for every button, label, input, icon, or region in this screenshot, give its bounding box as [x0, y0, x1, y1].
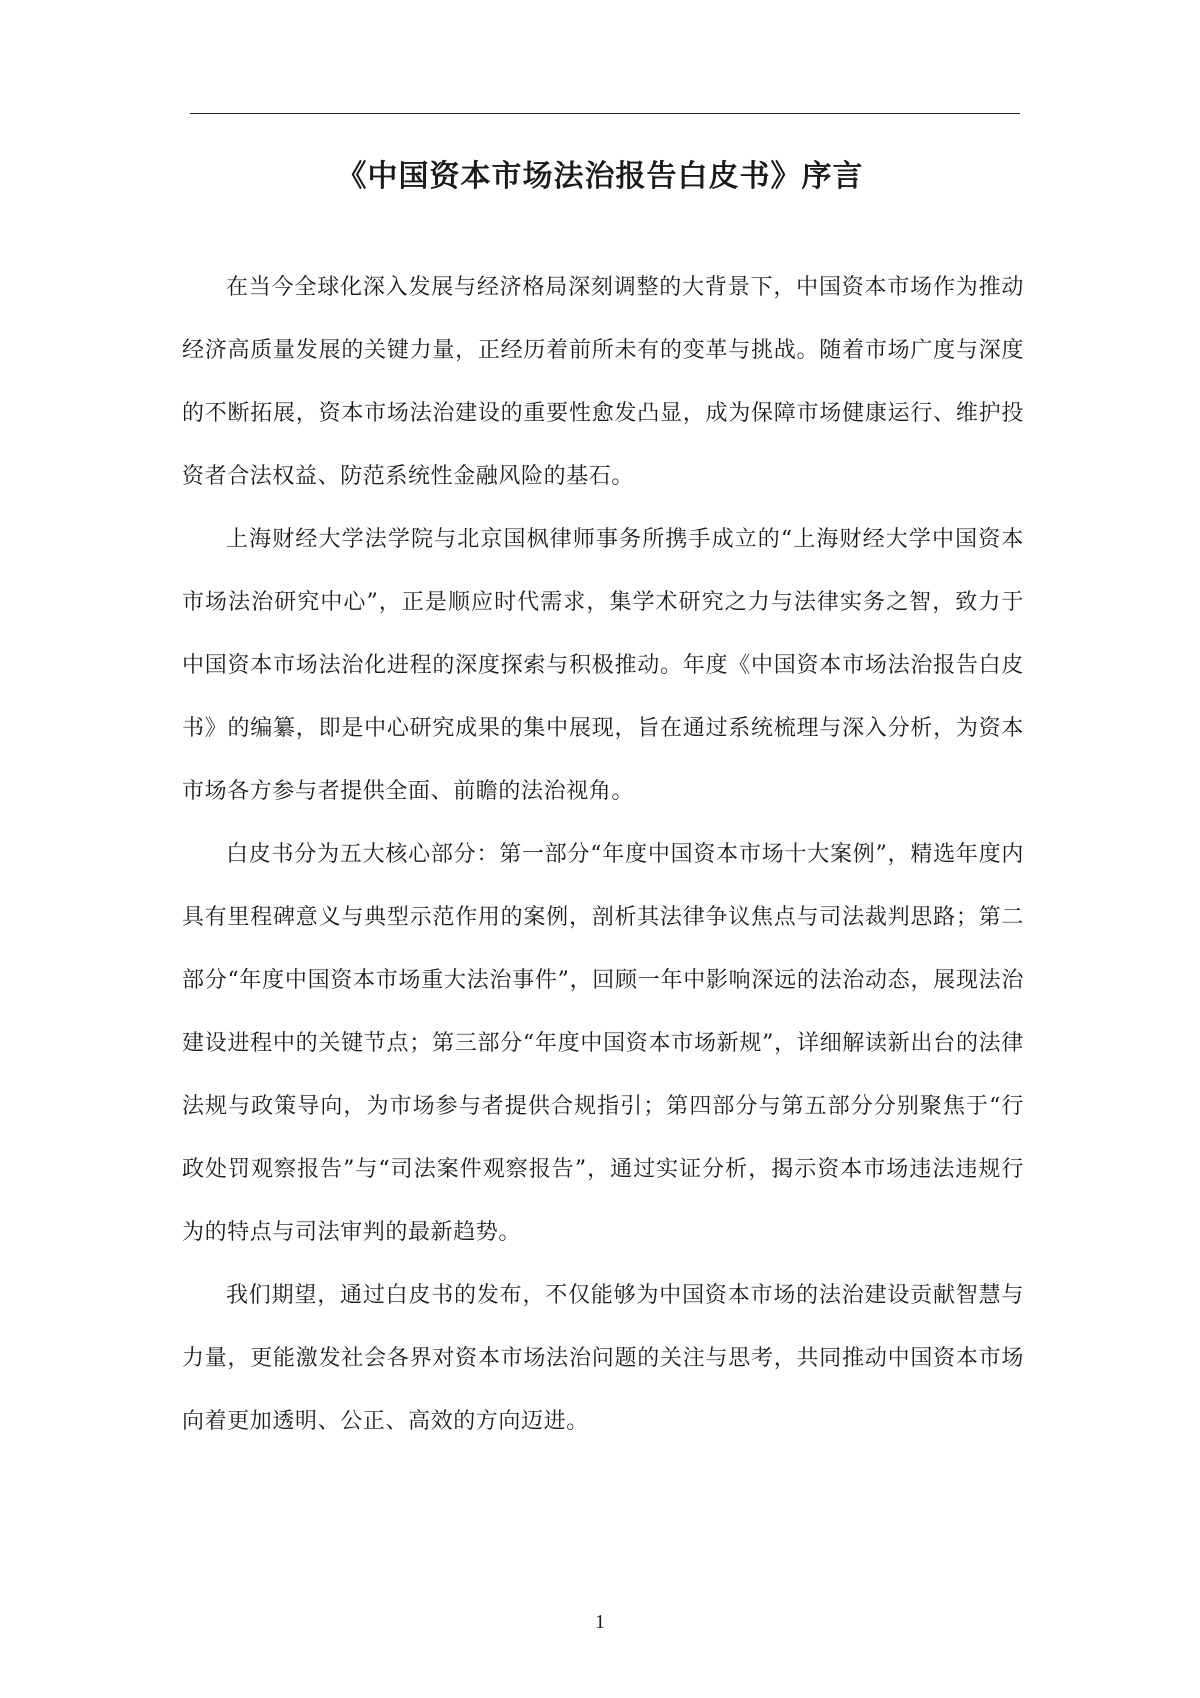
- page-number: 1: [595, 1611, 605, 1633]
- header-rule: [190, 113, 1020, 114]
- preface-body: [182, 256, 1024, 1453]
- page-title: 《中国资本市场法治报告白皮书》序言: [336, 159, 864, 194]
- paragraph-4: 我们期望，通过白皮书的发布，不仅能够为中国资本市场的法治建设贡献智慧与力量，更能激发社会各界对资本市场法治问题的关注与思考，共同推动中国资本市场向着更加透明、公正、高效的方向迈进。: [182, 1283, 1024, 1434]
- paragraph-1: 在当今全球化深入发展与经济格局深刻调整的大背景下，中国资本市场作为推动经济高质量发展的关键力量，正经历着前所未有的变革与挑战。随着市场广度与深度的不断拓展，资本市场法治建设的重要性愈发凸显，成为保障市场健康运行、维护投资者合法权益、防范系统性金融风险的基石。: [182, 275, 1024, 489]
- paragraph-2: 上海财经大学法学院与北京国枫律师事务所携手成立的“上海财经大学中国资本市场法治研究中心”，正是顺应时代需求，集学术研究之力与法律实务之智，致力于中国资本市场法治化进程的深度探索与积极推动。年度《中国资本市场法治报告白皮书》的编纂，即是中心研究成果的集中展现，旨在通过系统梳理与深入分析，为资本市场各方参与者提供全面、前瞻的法治视角。: [182, 527, 1024, 804]
- paragraph-3: 白皮书分为五大核心部分：第一部分“年度中国资本市场十大案例”，精选年度内具有里程碑意义与典型示范作用的案例，剖析其法律争议焦点与司法裁判思路；第二部分“年度中国资本市场重大法治事件”，回顾一年中影响深远的法治动态，展现法治建设进程中的关键节点；第三部分“年度中国资本市场新规”，详细解读新出台的法律法规与政策导向，为市场参与者提供合规指引；第四部分与第五部分分别聚焦于“行政处罚观察报告”与“司法案件观察报告”，通过实证分析，揭示资本市场违法违规行为的特点与司法审判的最新趋势。: [182, 842, 1024, 1245]
